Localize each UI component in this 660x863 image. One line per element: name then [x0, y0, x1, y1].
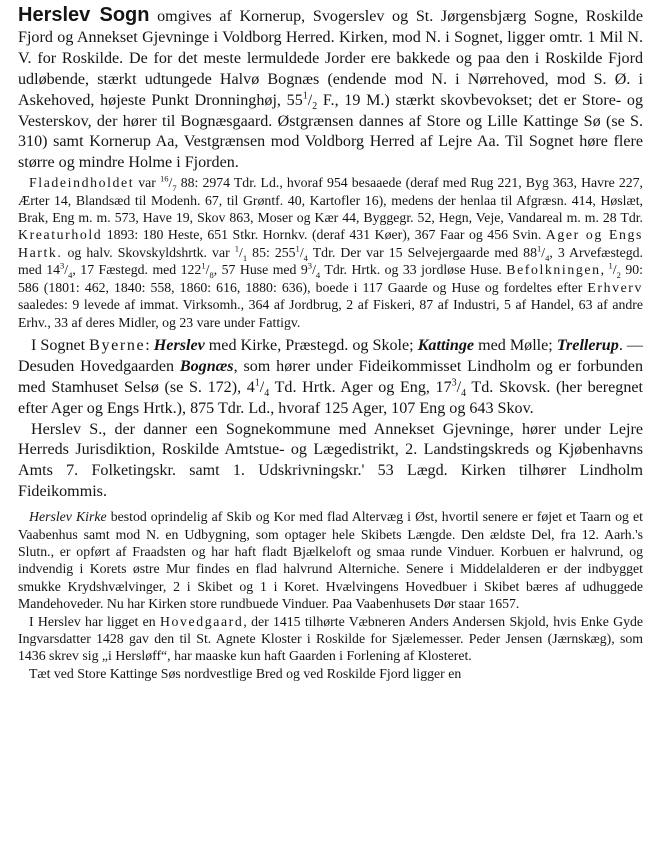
text-segment: var	[134, 175, 160, 191]
text-segment: 3	[307, 260, 313, 271]
text-segment: /	[299, 244, 304, 260]
text-segment: :	[145, 336, 154, 354]
text-segment: Herslev S., der danner een Sognekommune med Annekset Gjevninge, hører under Lejre Herreds Jurisdiktion, Roskilde Amtstue- og Lægedistrikt, 2. Landstingskreds og Kjøbenhavns Amts 7. Folketingskr. samt 1. Udskrivningskr.' 53 Lægd. Kirken tilhører Lindholm Fideikommis.	[18, 420, 643, 501]
text-segment: /	[541, 244, 546, 260]
paragraph-p1	[18, 5, 643, 174]
paragraph-p3	[18, 336, 643, 420]
text-segment: /	[307, 91, 313, 109]
text-segment: 1	[295, 243, 300, 254]
text-segment: Kattinge	[417, 336, 475, 354]
text-segment: Herslev Kirke	[29, 509, 107, 525]
text-segment: /	[205, 262, 210, 278]
text-segment: 1	[608, 260, 613, 271]
text-segment: 4	[303, 252, 308, 263]
text-segment: 88: 2974 Tdr. Ld., hvoraf 954 besaaede (deraf med Rug 221, Byg 363, Havre 227, Ærter 14, Blandsæd til Modenh. 67, til Grøntf. 40, Kartofler 16), medens der henlaa til Afgræsn. 414, Høslæt, Brak, Eng m. m. 573, Have 19, Skov 863, Moser og Kær 44, Byggegr. 52, Hegn, Veje, Vandareal m. m. 28 Tdr.	[18, 175, 644, 226]
text-segment: , der 1415 tilhørte Væbneren Anders Andersen Skjold, hvis Enke Gyde Ingvarsdatter 1428 gav den til St. Agnete Kloster i Roskilde for Sjælemesser. Peder Jensen (Jærnskæg), som 1436 skrev sig „i Hersløff“, har maaske kun haft Gaarden i Forlening af Klosteret.	[18, 613, 643, 664]
text-segment: 1	[536, 243, 542, 254]
text-segment: Tdr. Der var 15 Selvejergaarde med 88	[307, 244, 537, 260]
text-segment: saaledes: 9 levede af immat. Virksomh., 364 af Jordbrug, 2 af Fiskeri, 87 af Industri, 5 af Handel, 63 af andre Erhv., 33 af deres Midler, og 23 vare under Fattigv.	[18, 297, 643, 330]
text-segment: /	[612, 262, 617, 278]
text-segment: 90: 586 (1801: 462, 1840: 558, 1860: 616, 1880: 636), boede i 117 Gaarde og Huse og fordeltes efter	[18, 262, 643, 295]
text-segment: 8	[209, 270, 214, 281]
text-segment: 1	[254, 377, 260, 389]
text-segment: I Sognet	[31, 336, 90, 354]
paragraph-p4	[18, 420, 643, 504]
paragraph-p5	[18, 508, 643, 612]
text-segment: med Kirke, Præstegd. og Skole;	[204, 336, 418, 354]
text-segment: ,	[600, 262, 609, 278]
text-segment: 1	[302, 90, 308, 102]
text-segment: Ager og Engs Hartk.	[18, 227, 644, 260]
text-segment: 1	[201, 260, 206, 271]
text-segment: Kreaturhold	[18, 227, 103, 243]
text-segment: 16	[159, 173, 169, 184]
text-segment: 3	[451, 377, 457, 389]
text-segment: F., 19 M.) stærkt skovbevokset; det er Store- og Vesterskov, der hører til Bognæsgaard. Østgrænsen dannes af Store og Lille Kattinge Sø (se S. 310) samt Kornerup Aa, Vestgrænsen mod Voldborg Herred af Lejre Aa. Til Sognet høre flere større og mindre Holme i Fjorden.	[18, 91, 643, 172]
text-segment: I Herslev har ligget en	[29, 613, 160, 629]
text-segment: 4	[545, 252, 550, 263]
text-segment: /	[239, 244, 243, 260]
text-segment: Fladeindholdet	[29, 175, 135, 191]
text-segment: og halv. Skovskyldshrtk. var	[62, 244, 235, 260]
text-segment: 85: 255	[247, 244, 296, 260]
text-segment: 2	[312, 100, 318, 112]
text-segment: 1	[242, 252, 248, 263]
text-segment: /	[259, 378, 265, 396]
text-segment: 4	[461, 387, 467, 399]
text-segment: Trellerup	[556, 336, 619, 354]
text-segment: Td. Skovsk. (her beregnet efter Ager og Engs Hrtk.), 875 Tdr. Ld., hvoraf 125 Ager, 107 Eng og 643 Skov.	[18, 378, 643, 417]
paragraph-p7	[18, 665, 643, 682]
text-segment: 4	[264, 387, 270, 399]
text-segment: omgives af Kornerup, Svogerslev og St. Jørgensbjærg Sogne, Roskilde Fjord og Annekset Gjevninge i Voldborg Herred. Kirken, mod N. i Sognet, ligger omtr. 1 Mil N. V. for Roskilde. De for det meste lermuldede Jorder ere bakkede og paa den i Roskilde Fjord udløbende, stærkt udtungede Halvø Bognæs (endende mod N. i Nørrehoved, mod S. Ø. i Askehoved, højeste Punkt Dronninghøj, 55	[18, 8, 643, 109]
text-segment: Td. Hrtk. Ager og Eng, 17	[269, 378, 452, 396]
text-segment: Hovedgaard	[159, 613, 244, 629]
text-segment: , 3 Arvefæstegd. med 14	[18, 244, 644, 278]
text-segment: Bognæs	[179, 357, 234, 375]
paragraph-p2	[18, 174, 643, 331]
text-segment: Befolkningen	[506, 262, 601, 278]
text-segment: /	[456, 378, 462, 396]
text-segment: /	[168, 175, 173, 191]
text-segment: 1	[234, 243, 239, 254]
text-segment: med Mølle;	[474, 336, 557, 354]
text-segment: , 57 Huse med 9	[213, 262, 308, 278]
text-segment: Tæt ved Store Kattinge Søs nordvestlige Bred og ved Roskilde Fjord ligger en	[29, 665, 462, 681]
parish-title: Herslev Sogn	[18, 4, 150, 26]
text-segment: Tdr. Hrtk. og 33 jordløse Huse.	[320, 262, 507, 278]
text-segment: /	[64, 262, 69, 278]
text-segment: 3	[60, 260, 65, 271]
text-segment: Erhverv	[587, 279, 643, 295]
text-segment: /	[312, 262, 316, 278]
text-segment: Herslev	[153, 336, 205, 354]
text-segment: 4	[315, 270, 321, 281]
text-segment: , 17 Fæstegd. med 122	[72, 262, 202, 278]
text-segment: bestod oprindelig af Skib og Kor med flad Altervæg i Øst, hvortil senere er føjet et Taarn og et Vaabenhus samt mod N. en Udbygning, som optager hele Skibets Længde. Den ældste Del, fra 12. Aarh.'s Slutn., er opført af Fraadsten og har haft fladt Bjælkeloft og smaa runde Vinduer. Korbuen er halvrund, og indvendig i Korets østre Mur findes en flad halvrund Alterniche. Senere i Middelalderen er der indbygget smukke Krydshvælvinger, 2 i Skibet og 1 i Koret. Hvælvingens Hovedbuer i Skibet bæres af udhuggede Mandehoveder. Nu har Kirken store rundbuede Vinduer. Paa Vaabenhusets Dør staar 1657.	[18, 509, 643, 612]
paragraph-p6	[18, 613, 643, 665]
text-segment: Byerne	[89, 336, 146, 354]
text-segment: 7	[172, 183, 177, 193]
text-segment: . — Desuden Hovedgaarden	[18, 336, 643, 375]
text-segment: 4	[68, 270, 73, 281]
text-segment: 1893: 180 Heste, 651 Stkr. Hornkv. (deraf 431 Køer), 367 Faar og 456 Svin.	[102, 227, 546, 243]
text-segment: , som hører under Fideikommisset Lindholm og er forbunden med Stamhuset Selsø (se S. 172), 4	[18, 357, 643, 396]
text-segment: 2	[616, 270, 621, 281]
